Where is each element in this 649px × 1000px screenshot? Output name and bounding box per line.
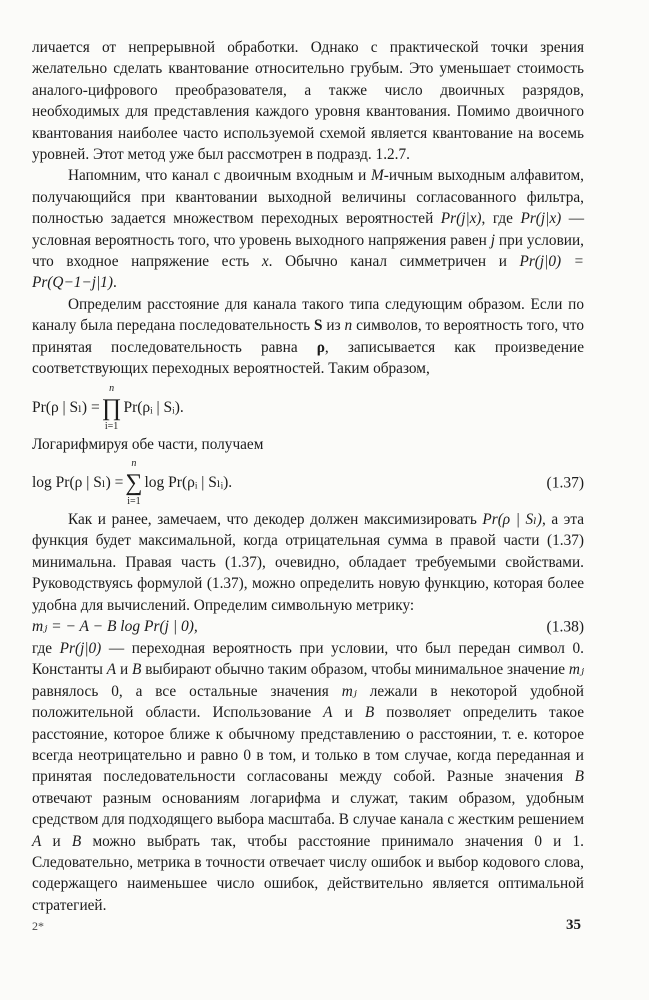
- text-run: — переходная вероятность при условии, что был передан символ 0. Константы: [32, 639, 584, 679]
- body-text: [32, 37, 584, 916]
- text-run: лежали в некоторой удобной положительной области. Использование: [32, 682, 584, 722]
- math-var: A: [323, 704, 333, 722]
- signature-mark: 2*: [32, 919, 44, 933]
- text-run: равнялось 0, а все остальные значения: [32, 682, 342, 700]
- text-run: и: [41, 832, 72, 850]
- operator-upper-limit: n: [109, 382, 115, 394]
- text-run: , а эта функция будет максимальной, когда отрицательная сумма в правой части (1.37) минимальна. Правая часть (1.37), очевидно, обладает требуемыми свойствами. Руководствуясь формулой (1.37), можно определить новую функцию, которая более удобна для вычислений. Определим символьную метрику:: [32, 510, 584, 614]
- math-var: B: [131, 661, 142, 679]
- text-run: -ичным выходным алфавитом, получающийся при квантовании выходной величины согласованного фильтра, полностью задается множеством переходных вероятностей: [32, 167, 584, 228]
- paragraph-3: [32, 294, 584, 380]
- equation-1-37: [32, 457, 584, 507]
- math-expr: Pr(j|0) = Pr(Q−1−j|1): [32, 253, 584, 292]
- text-run: и: [116, 661, 132, 679]
- math-var: A: [106, 661, 117, 679]
- sum-operator: [125, 457, 143, 507]
- equation-lhs: Pr(ρ | Sₗ) =: [32, 398, 100, 416]
- math-var: B: [574, 768, 584, 786]
- equation-number: (1.38): [546, 618, 584, 636]
- math-var: B: [364, 704, 375, 722]
- text-run: Логарифмируя обе части, получаем: [32, 435, 264, 453]
- text-run: . Обычно канал симметричен и: [268, 253, 520, 271]
- operator-lower-limit: i=1: [104, 420, 119, 432]
- text-run: , записывается как произведение соответствующих переходных вероятностей. Таким образом,: [32, 338, 584, 378]
- text-run: личается от непрерывной обработки. Однако с практической точки зрения желательно сделать квантование относительно грубым. Это уменьшает стоимость аналого-цифрового преобразователя, а также число двоичных разрядов, необходимых для представления каждого уровня квантования. Помимо двоичного квантования наиболее часто используемой схемой является квантование на восемь уровней. Этот метод уже был рассмотрен в подразд. 1.2.7.: [32, 39, 584, 164]
- text-run: позволяет определить такое расстояние, которое ближе к обычному представлению о расстоянии, т. е. которое всегда неотрицательно и равно 0 в том, и только в том случае, когда переданная и принятая последовательности согласованы между собой. Разные значения: [32, 704, 584, 786]
- math-var: j: [490, 231, 495, 249]
- paragraph-1: [32, 37, 584, 165]
- math-var: x: [261, 253, 269, 271]
- equation-number: (1.37): [546, 474, 584, 492]
- math-var: S: [314, 317, 323, 335]
- equation-1-38: [32, 616, 584, 638]
- text-run: символов, то вероятность того, что принятая последовательность равна: [32, 317, 584, 356]
- text-run: Определим расстояние для канала такого типа следующим образом. Если по каналу была передана последовательность: [32, 295, 584, 335]
- paragraph-5: [32, 509, 584, 616]
- math-expr: Pr(j|x): [440, 210, 482, 228]
- text-run: можно выбрать так, чтобы расстояние принимало значения 0 и 1. Следовательно, метрика в точности отвечает числу ошибок и выбор кодового слова, содержащего наименьшее число ошибок, действительно является оптимальной стратегией.: [32, 832, 584, 914]
- math-var: n: [344, 317, 353, 335]
- text-run: где: [32, 639, 60, 657]
- text-run: — условная вероятность того, что уровень выходного напряжения равен: [32, 210, 585, 249]
- text-run: выбирают обычно таким образом, чтобы минимальное значение: [141, 661, 569, 679]
- text-run: Напомним, что канал с двоичным входным и: [68, 167, 372, 185]
- equation-product: [32, 382, 584, 432]
- paragraph-6: [32, 638, 584, 916]
- page-number: 35: [566, 917, 581, 933]
- operator-upper-limit: n: [131, 457, 137, 469]
- math-expr: Pr(j|0): [59, 639, 102, 657]
- operator-lower-limit: i=1: [127, 495, 141, 507]
- math-var: mⱼ: [341, 682, 357, 700]
- math-var: A: [32, 832, 42, 850]
- text-run: при условии, что входное напряжение есть: [32, 231, 584, 271]
- text-run: .: [112, 274, 117, 292]
- paragraph-2: [32, 165, 584, 293]
- math-var: M: [371, 167, 384, 185]
- math-var: ρ: [316, 338, 325, 356]
- product-operator: [101, 382, 122, 432]
- operator-symbol: ∏: [101, 394, 122, 421]
- text-run: , где: [481, 210, 521, 228]
- text-run: Как и ранее, замечаем, что декодер должен максимизировать: [68, 510, 483, 528]
- text-run: отвечают разным основаниям логарифма и служат, таким образом, удобным средством для подходящего выбора масштаба. В случае канала с жестким решением: [32, 789, 584, 829]
- equation-rhs: log Pr(ρᵢ | Sₗᵢ).: [144, 474, 233, 492]
- math-var: B: [71, 832, 82, 850]
- paragraph-4: [32, 434, 584, 455]
- math-expr: Pr(j|x): [520, 210, 562, 228]
- operator-symbol: ∑: [125, 469, 143, 496]
- equation-rhs: Pr(ρᵢ | Sᵢ).: [123, 398, 184, 416]
- math-expr: Pr(ρ | Sₗ): [482, 510, 542, 528]
- text-run: и: [332, 704, 365, 722]
- equation-lhs: log Pr(ρ | Sₗ) =: [32, 474, 124, 492]
- equation-body: mⱼ = − A − B log Pr(j | 0),: [32, 618, 198, 636]
- text-run: из: [322, 317, 345, 335]
- math-var: mⱼ: [568, 661, 585, 679]
